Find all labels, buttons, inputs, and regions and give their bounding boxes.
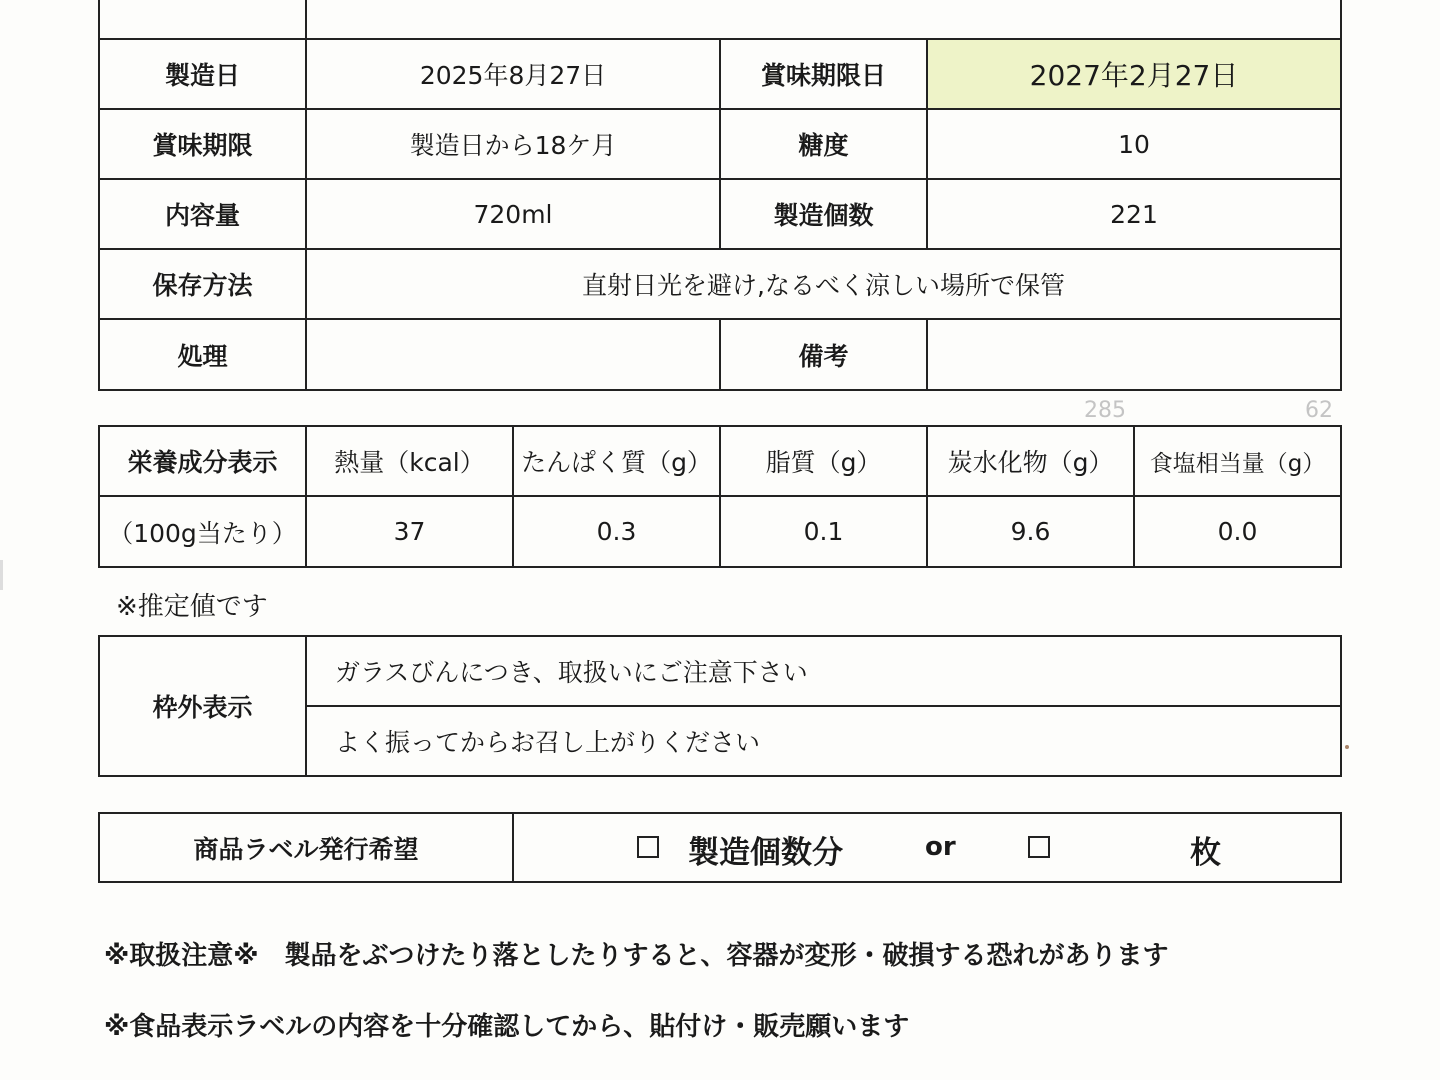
- nutrition-label: 栄養成分表示: [98, 425, 307, 497]
- estimated-note: ※推定値です: [116, 592, 268, 622]
- volume-value: 720ml: [305, 178, 721, 250]
- faint-number: 62: [1305, 398, 1333, 423]
- storage-value: 直射日光を避け,なるべく涼しい場所で保管: [305, 248, 1342, 320]
- label-check-note: ※食品表示ラベルの内容を十分確認してから、貼付け・販売願います: [104, 1012, 910, 1042]
- sheet-unit-label: 枚: [1190, 835, 1221, 871]
- quantity-value: 221: [926, 178, 1342, 250]
- shelf-life-label: 賞味期限: [98, 108, 307, 180]
- checkbox-custom-count[interactable]: [1028, 836, 1050, 858]
- nutrition-value-fat: 0.1: [719, 495, 928, 568]
- nutrition-header-fat: 脂質（g）: [719, 425, 928, 497]
- best-before-value: 2027年2月27日: [926, 38, 1342, 110]
- top-partial-label-cell: [98, 0, 307, 40]
- label-request-label: 商品ラベル発行希望: [98, 812, 514, 883]
- treatment-label: 処理: [98, 318, 307, 391]
- checkbox-quantity[interactable]: [637, 836, 659, 858]
- faint-number: 285: [1084, 398, 1126, 423]
- storage-label: 保存方法: [98, 248, 307, 320]
- best-before-label: 賞味期限日: [719, 38, 928, 110]
- quantity-label: 製造個数: [719, 178, 928, 250]
- nutrition-value-salt: 0.0: [1133, 495, 1342, 568]
- outer-display-line: ガラスびんにつき、取扱いにご注意下さい: [305, 635, 1342, 707]
- nutrition-header-energy: 熱量（kcal）: [305, 425, 514, 497]
- outer-display-line: よく振ってからお召し上がりください: [305, 705, 1342, 777]
- option-quantity-label: 製造個数分: [688, 835, 843, 871]
- nutrition-value-energy: 37: [305, 495, 514, 568]
- remarks-label: 備考: [719, 318, 928, 391]
- scan-speck: [1345, 745, 1349, 749]
- treatment-value: [305, 318, 721, 391]
- or-label: or: [925, 832, 956, 862]
- nutrition-header-protein: たんぱく質（g）: [512, 425, 721, 497]
- nutrition-basis-label: （100g当たり）: [98, 495, 307, 568]
- outer-display-label: 枠外表示: [98, 635, 307, 777]
- nutrition-header-salt: 食塩相当量（g）: [1133, 425, 1342, 497]
- nutrition-value-protein: 0.3: [512, 495, 721, 568]
- nutrition-header-carbs: 炭水化物（g）: [926, 425, 1135, 497]
- volume-label: 内容量: [98, 178, 307, 250]
- handling-caution-note: ※取扱注意※ 製品をぶつけたり落としたりすると、容器が変形・破損する恐れがあります: [104, 941, 1169, 971]
- brix-value: 10: [926, 108, 1342, 180]
- remarks-value: [926, 318, 1342, 391]
- scan-edge-mark: [0, 560, 3, 590]
- top-partial-value-cell: [305, 0, 1342, 40]
- mfg-date-value: 2025年8月27日: [305, 38, 721, 110]
- nutrition-value-carbs: 9.6: [926, 495, 1135, 568]
- brix-label: 糖度: [719, 108, 928, 180]
- shelf-life-value: 製造日から18ケ月: [305, 108, 721, 180]
- mfg-date-label: 製造日: [98, 38, 307, 110]
